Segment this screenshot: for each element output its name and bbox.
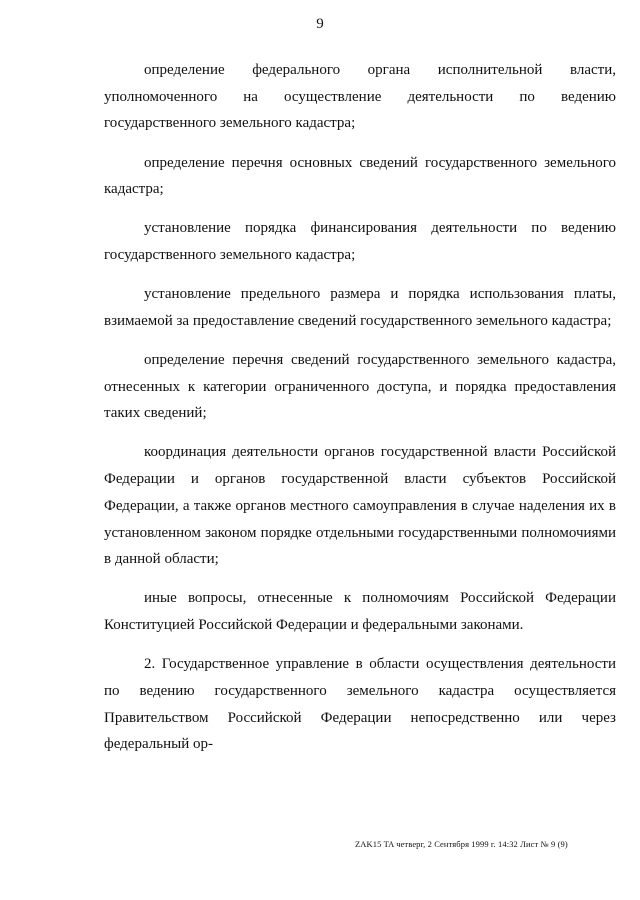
footer-time: 14:32 [498,839,518,849]
footer-operator: TA [383,839,394,849]
paragraph-7: иные вопросы, отнесенные к полномочиям Российской Федерации Конституцией Российской Федерации и федеральными законами. [104,590,616,633]
footer-sheet: Лист № 9 (9) [520,839,568,849]
paragraph-1: определение федерального органа исполнительной власти, уполномоченного на осуществление деятельности по ведению государственного земельного кадастра; [104,62,616,132]
footer-code: ZAK15 [355,839,382,849]
paragraph-4: установление предельного размера и порядка использования платы, взимаемой за предоставление сведений государственного земельного кадастра; [104,286,616,329]
paragraph-3: установление порядка финансирования деятельности по ведению государственного земельного кадастра; [104,220,616,263]
paragraph-6: координация деятельности органов государственной власти Российской Федерации и органов государственной власти субъектов Российской Федерации, а также органов местного самоуправления в случае наделения их в установленном законом порядке отдельными государственными полномочиями в данной области; [104,444,616,568]
body-text [104,57,616,770]
paragraph-2: определение перечня основных сведений государственного земельного кадастра; [104,154,616,198]
paragraph-8: 2. Государственное управление в области осуществления деятельности по ведению государственного земельного кадастра осуществляется Правительством Российской Федерации непосредственно или через федеральный ор- [104,656,616,753]
footer-date: четверг, 2 Сентября 1999 г. [396,839,496,849]
page-number: 9 [316,16,324,32]
footer-stamp [355,839,620,849]
paragraph-5: определение перечня сведений государственного земельного кадастра, отнесенных к категории ограниченного доступа, и порядка предоставления таких сведений; [104,351,616,422]
